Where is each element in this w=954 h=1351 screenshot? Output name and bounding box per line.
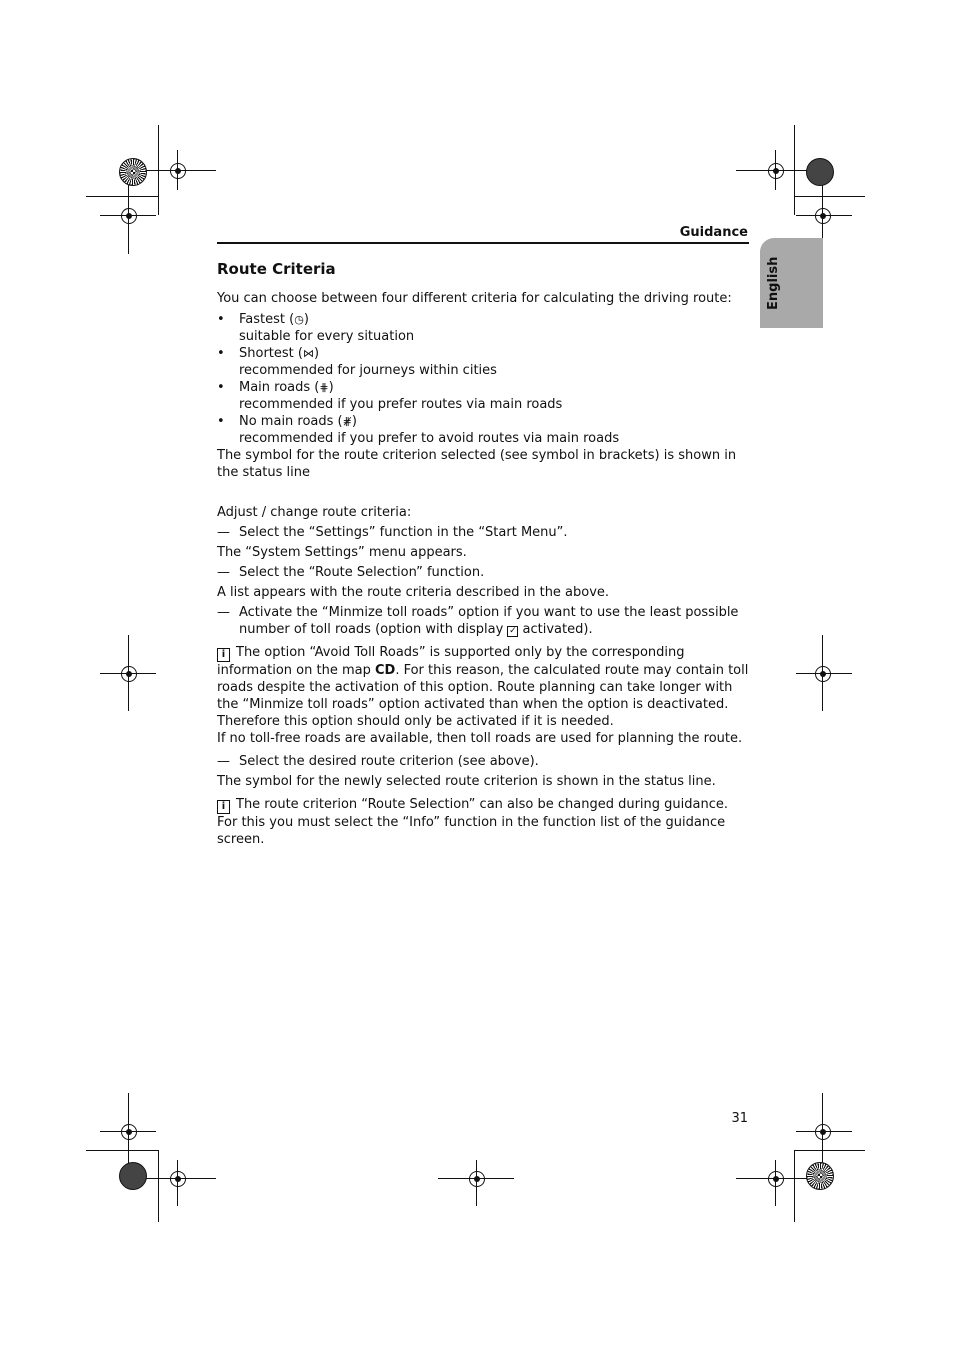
info-bold: CD <box>374 663 396 678</box>
step-result: The “System Settings” menu appears. <box>217 545 467 560</box>
language-tab <box>760 238 823 328</box>
criteria-list <box>217 311 749 447</box>
criterion-desc: recommended if you prefer routes via main roads <box>239 397 563 412</box>
list-item <box>217 311 749 345</box>
adjust-heading: Adjust / change route criteria: <box>217 505 412 520</box>
step-text-end: activated). <box>518 622 593 637</box>
step-text: Activate the “Minmize toll roads” option if you want to use the least possible number of toll roads (option with display <box>239 605 739 637</box>
main-roads-icon: ⋕ <box>319 381 329 394</box>
bullet-mark: • <box>217 380 225 395</box>
info-text-extra: If no toll-free roads are available, then toll roads are used for planning the route. <box>217 731 743 746</box>
step-result: The symbol for the newly selected route criterion is shown in the status line. <box>217 774 716 789</box>
criterion-close: ) <box>328 380 334 395</box>
step-item <box>217 604 749 638</box>
no-main-roads-icon: ⋕̸ <box>342 415 352 428</box>
section-header: Guidance <box>679 225 748 240</box>
criterion-desc: recommended if you prefer to avoid routes via main roads <box>239 431 620 446</box>
info-icon: i <box>217 648 230 662</box>
dash-mark: — <box>217 605 230 620</box>
dash-mark: — <box>217 565 230 580</box>
criterion-close: ) <box>303 312 309 327</box>
checkbox-checked-icon: ✓ <box>509 626 517 636</box>
page-content <box>217 258 749 848</box>
list-item <box>217 379 749 413</box>
bullet-mark: • <box>217 414 225 429</box>
clock-icon: ◷ <box>294 313 304 326</box>
step-text: Select the “Settings” function in the “Start Menu”. <box>239 525 568 540</box>
step-text: Select the desired route criterion (see above). <box>239 754 539 769</box>
page-number: 31 <box>731 1111 748 1126</box>
step-item <box>217 524 749 541</box>
bullet-mark: • <box>217 312 225 327</box>
list-item <box>217 413 749 447</box>
list-item <box>217 345 749 379</box>
info-note-2 <box>217 796 749 848</box>
step-item <box>217 753 749 770</box>
criterion-desc: recommended for journeys within cities <box>239 363 497 378</box>
info-icon: i <box>217 800 230 814</box>
step-result: A list appears with the route criteria described in the above. <box>217 585 610 600</box>
info-note <box>217 644 749 747</box>
dash-mark: — <box>217 525 230 540</box>
info-text: The route criterion “Route Selection” can also be changed during guidance. For this you must select the “Info” function in the function list of the guidance screen. <box>217 797 728 847</box>
intro-text: You can choose between four different criteria for calculating the driving route: <box>217 291 732 306</box>
criterion-name: Shortest ( <box>239 346 303 361</box>
dash-mark: — <box>217 754 230 769</box>
criterion-name: Fastest ( <box>239 312 295 327</box>
info-text: The option “Avoid Toll Roads” is supported only by the corresponding information on the map <box>217 645 685 678</box>
page-title: Route Criteria <box>217 260 336 278</box>
step-text: Select the “Route Selection” function. <box>239 565 485 580</box>
step-item <box>217 564 749 581</box>
shortest-route-icon: ⋈ <box>302 347 314 360</box>
symbol-note: The symbol for the route criterion selected (see symbol in brackets) is shown in the status line <box>217 448 737 480</box>
criterion-name: Main roads ( <box>239 380 320 395</box>
bullet-mark: • <box>217 346 225 361</box>
language-tab-label: English <box>766 256 781 310</box>
info-text-cont: . For this reason, the calculated route may contain toll roads despite the activation of this option. Route planning can take longer with the “Minmize toll roads” option activated than when the option is deactivated. Therefore this option should only be activated if it is needed. <box>217 663 749 729</box>
criterion-close: ) <box>351 414 357 429</box>
criterion-desc: suitable for every situation <box>239 329 415 344</box>
header-divider <box>217 242 749 244</box>
criterion-name: No main roads ( <box>239 414 343 429</box>
criterion-close: ) <box>313 346 320 361</box>
